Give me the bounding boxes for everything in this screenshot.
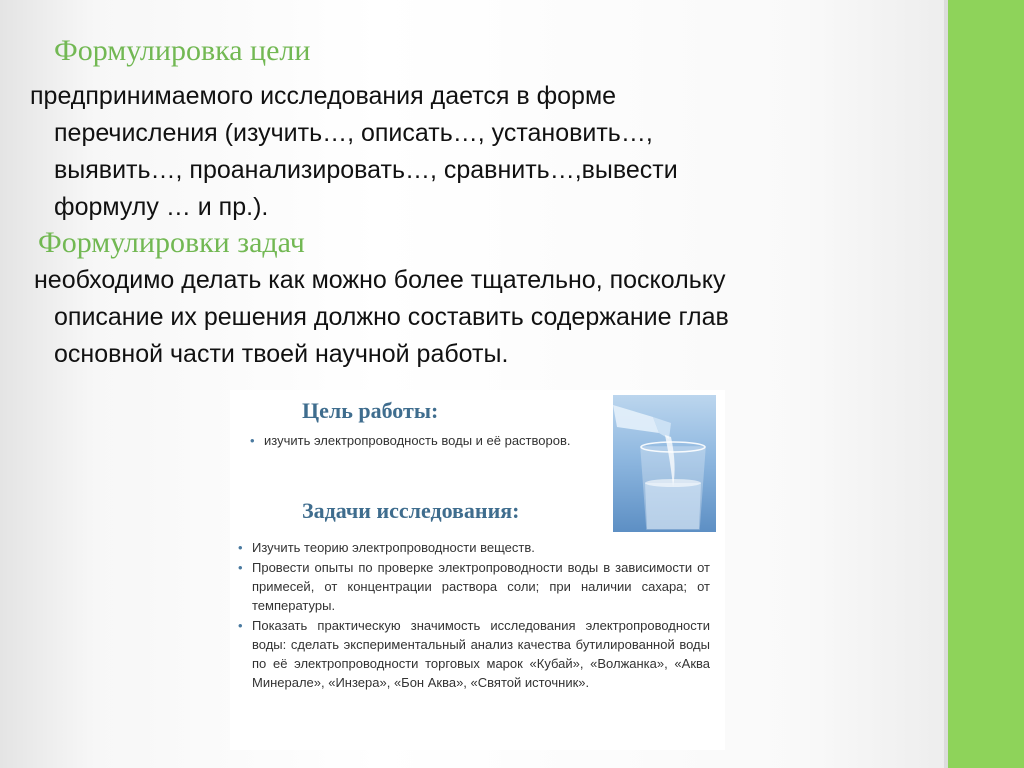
tasks-line: описание их решения должно составить содержание глав [54, 303, 729, 331]
green-sidebar [948, 0, 1024, 768]
goal-heading: Формулировка цели [54, 34, 311, 67]
goal-paragraph [30, 78, 678, 226]
tasks-line: основной части твоей научной работы. [54, 340, 509, 368]
example-image [230, 390, 725, 750]
goal-line: выявить…, проанализировать…, сравнить…,вывести [54, 156, 678, 184]
inset-tasks-title: Задачи исследования: [302, 498, 520, 523]
list-item [250, 431, 590, 450]
water-glass-photo [613, 395, 716, 532]
goal-line: предпринимаемого исследования дается в форме [30, 82, 617, 110]
list-item [238, 558, 710, 615]
list-item-text: Показать практическую значимость исследования электропроводности воды: сделать экспериментальный анализ качества бутилированной воды по её электропроводности торговых марок «Кубай», «Волжанка», «Аква Минерале», «Инзера», «Бон Аква», «Святой источник». [252, 618, 710, 690]
tasks-heading: Формулировки задач [38, 226, 305, 259]
list-item-text: изучить электропроводность воды и её растворов. [264, 433, 571, 448]
list-item-text: Провести опыты по проверке электропроводности воды в зависимости от примесей, от концентрации раствора соли; при наличии сахара; от температуры. [252, 560, 710, 613]
bullet-icon: • [238, 618, 243, 633]
bullet-icon: • [238, 540, 243, 555]
inset-goal-title: Цель работы: [302, 398, 439, 423]
tasks-paragraph [34, 262, 729, 373]
bullet-icon: • [250, 433, 255, 448]
inset-goal-list [250, 431, 590, 450]
list-item [238, 538, 710, 557]
tasks-line: необходимо делать как можно более тщательно, поскольку [34, 266, 726, 294]
list-item-text: Изучить теорию электропроводности веществ. [252, 540, 535, 555]
goal-line: формулу … и пр.). [54, 193, 269, 221]
list-item [238, 616, 710, 692]
inset-tasks-list [238, 538, 710, 693]
water-glass-icon [613, 395, 716, 532]
goal-line: перечисления (изучить…, описать…, установить…, [54, 119, 653, 147]
bullet-icon: • [238, 560, 243, 575]
